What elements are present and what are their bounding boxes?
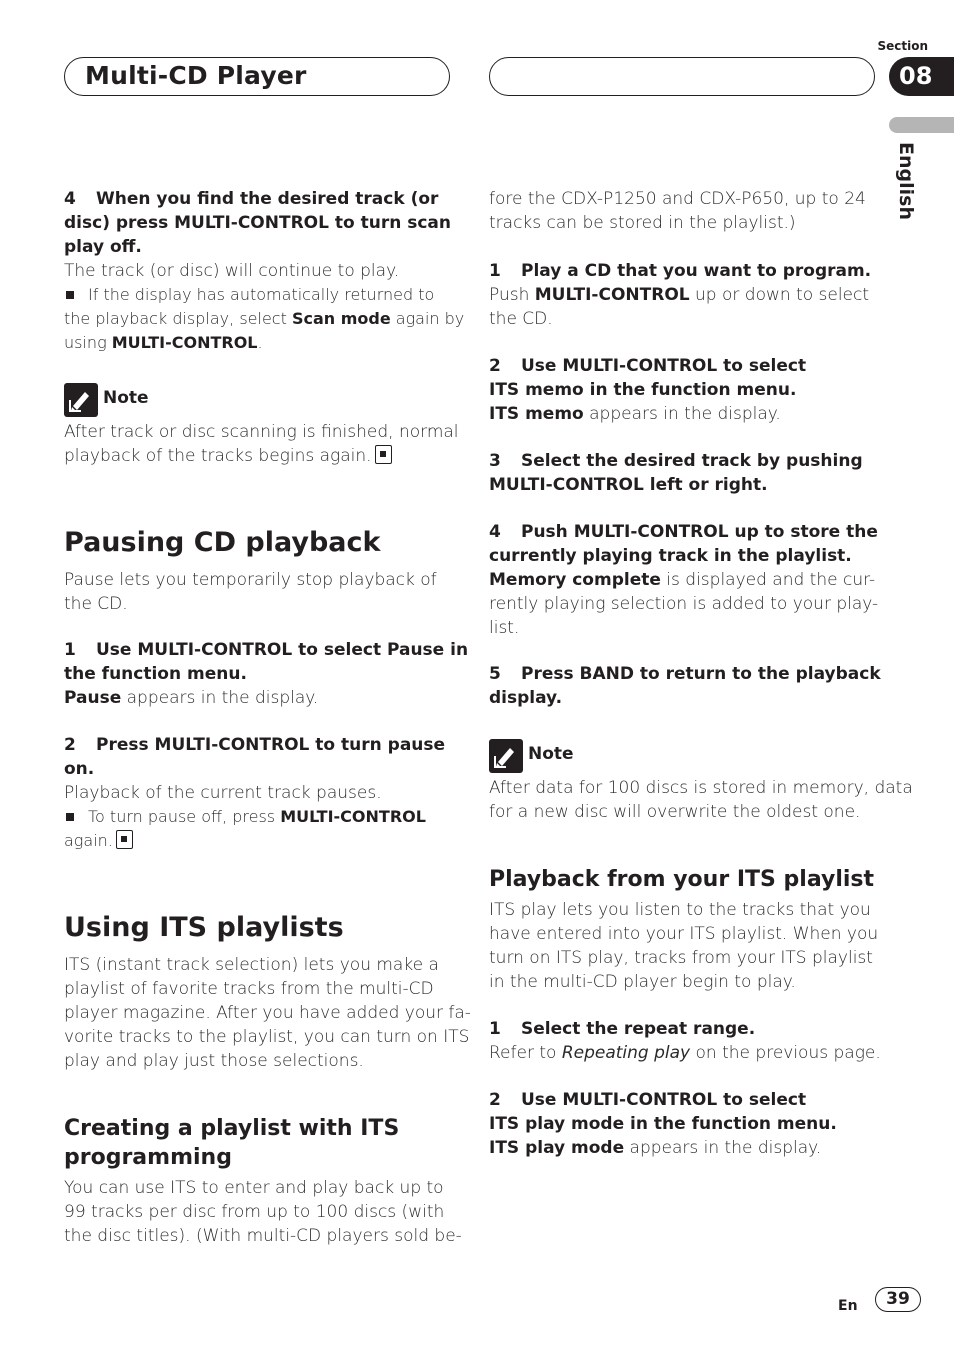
bullet-square-icon	[66, 291, 74, 299]
step-text: rently playing selection is added to your play-	[489, 594, 879, 614]
body-text: the disc titles). (With multi-CD players sold be-	[64, 1226, 462, 1246]
note-text: for a new disc will overwrite the oldest one.	[489, 802, 861, 822]
note-text: After track or disc scanning is finished, normal	[64, 422, 459, 442]
step-text: ITS play mode appears in the display.	[489, 1138, 822, 1158]
step-heading-cont: the function menu.	[64, 664, 247, 684]
step-heading-cont: currently playing track in the playlist.	[489, 546, 852, 566]
step-heading: 3 Select the desired track by pushing	[489, 451, 863, 471]
step-heading-cont: on.	[64, 759, 95, 779]
body-text: in the multi-CD player begin to play.	[489, 972, 796, 992]
body-text: playlist of favorite tracks from the multi-CD	[64, 979, 434, 999]
bullet-text: If the display has automatically returned to	[64, 283, 434, 307]
bullet-text: using MULTI-CONTROL.	[64, 333, 263, 352]
step-heading-cont: ITS memo in the function menu.	[489, 380, 797, 400]
step-text: Refer to Repeating play on the previous page.	[489, 1043, 881, 1063]
body-text: tracks can be stored in the playlist.)	[489, 213, 796, 233]
note-text: After data for 100 discs is stored in memory, data	[489, 778, 913, 798]
note-text: playback of the tracks begins again.	[64, 444, 392, 468]
step-heading-cont: ITS play mode in the function menu.	[489, 1114, 837, 1134]
step-heading: 4 When you find the desired track (or	[64, 189, 439, 209]
note-label: Note	[528, 744, 574, 764]
step-heading-cont: display.	[489, 688, 563, 708]
body-text: ITS (instant track selection) lets you make a	[64, 955, 439, 975]
header-title-box	[64, 57, 450, 96]
body-text: ITS play lets you listen to the tracks that you	[489, 900, 871, 920]
step-heading: 1 Use MULTI-CONTROL to select Pause in	[64, 640, 469, 660]
step-text: Playback of the current track pauses.	[64, 783, 382, 803]
step-heading: 1 Play a CD that you want to program.	[489, 261, 872, 281]
page-number: 39	[875, 1287, 921, 1312]
note-pencil-icon	[64, 383, 98, 417]
section-label: Section	[877, 39, 928, 53]
body-text: play and play just those selections.	[64, 1051, 364, 1071]
end-mark-icon	[116, 830, 133, 849]
subsection-heading: Playback from your ITS playlist	[489, 867, 875, 892]
step-heading: 4 Push MULTI-CONTROL up to store the	[489, 522, 878, 542]
step-text: Pause appears in the display.	[64, 688, 319, 708]
body-text: have entered into your ITS playlist. When you	[489, 924, 879, 944]
subsection-heading: programming	[64, 1145, 232, 1170]
step-text: The track (or disc) will continue to play.	[64, 261, 400, 281]
section-number: 08	[889, 57, 954, 96]
step-heading-cont: MULTI-CONTROL left or right.	[489, 475, 768, 495]
page-title: Multi-CD Player	[85, 61, 307, 90]
body-text: the CD.	[64, 594, 128, 614]
end-mark-icon	[375, 445, 392, 464]
body-text: fore the CDX-P1250 and CDX-P650, up to 24	[489, 189, 866, 209]
body-text: player magazine. After you have added your fa-	[64, 1003, 471, 1023]
body-text: You can use ITS to enter and play back up to	[64, 1178, 444, 1198]
section-heading: Pausing CD playback	[64, 527, 381, 558]
header-blank-box	[489, 57, 875, 96]
footer-language: En	[838, 1298, 858, 1314]
bullet-text: To turn pause off, press MULTI-CONTROL	[64, 805, 426, 829]
bullet-square-icon	[66, 813, 74, 821]
note-pencil-icon	[489, 739, 523, 773]
step-text: Memory complete is displayed and the cur-	[489, 570, 876, 590]
language-tab	[889, 117, 954, 133]
step-text: ITS memo appears in the display.	[489, 404, 781, 424]
step-text: the CD.	[489, 309, 553, 329]
note-label: Note	[103, 388, 149, 408]
step-text: list.	[489, 618, 520, 638]
bullet-text: the playback display, select Scan mode again by	[64, 309, 465, 328]
language-label: English	[895, 142, 917, 220]
bullet-text: again.	[64, 829, 133, 853]
step-text: Push MULTI-CONTROL up or down to select	[489, 285, 870, 305]
step-heading: 2 Use MULTI-CONTROL to select	[489, 356, 807, 376]
body-text: Pause lets you temporarily stop playback of	[64, 570, 437, 590]
step-heading: 2 Press MULTI-CONTROL to turn pause	[64, 735, 446, 755]
step-heading-cont: disc) press MULTI-CONTROL to turn scan	[64, 213, 452, 233]
step-heading: 5 Press BAND to return to the playback	[489, 664, 881, 684]
step-heading: 2 Use MULTI-CONTROL to select	[489, 1090, 807, 1110]
body-text: vorite tracks to the playlist, you can turn on ITS	[64, 1027, 470, 1047]
step-heading: 1 Select the repeat range.	[489, 1019, 756, 1039]
section-heading: Using ITS playlists	[64, 912, 344, 943]
step-heading-cont: play off.	[64, 237, 142, 257]
body-text: 99 tracks per disc from up to 100 discs (with	[64, 1202, 445, 1222]
body-text: turn on ITS play, tracks from your ITS playlist	[489, 948, 873, 968]
subsection-heading: Creating a playlist with ITS	[64, 1116, 400, 1141]
